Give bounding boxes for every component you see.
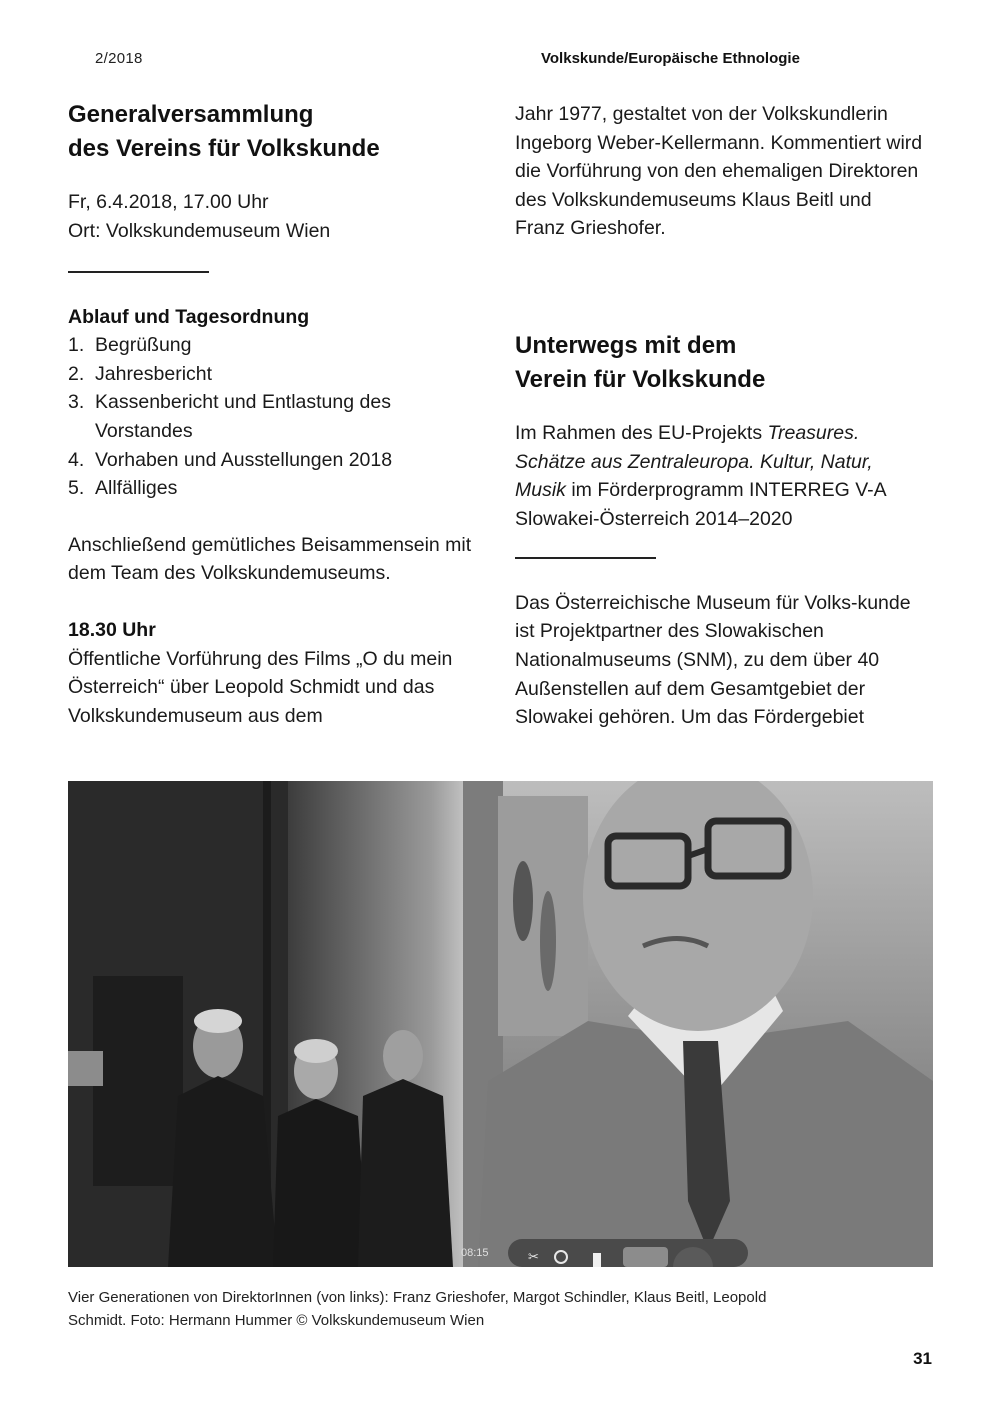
left-column xyxy=(68,98,488,730)
screening-time: 18.30 Uhr xyxy=(68,619,156,642)
agenda-item-text: Vorhaben und Ausstellungen 2018 xyxy=(95,448,393,471)
agenda-item xyxy=(68,446,488,475)
journal-title: Volkskunde/Europäische Ethnologie xyxy=(541,50,800,67)
photo-caption: Vier Generationen von DirektorInnen (von links): Franz Grieshofer, Margot Schindler, Klaus Beitl, Leopold Schmidt. Foto: Hermann Hummer © Volkskundemuseum Wien xyxy=(68,1289,767,1329)
article1-title-line2: des Vereins für Volkskunde xyxy=(68,135,380,162)
screening-text: Öffentliche Vorführung des Films „O du mein Österreich“ über Leopold Schmidt und das Volkskundemuseum aus dem xyxy=(68,647,453,727)
agenda-item-text: Jahresbericht xyxy=(95,362,213,385)
agenda-item-text: Begrüßung xyxy=(95,334,192,357)
agenda-item xyxy=(68,360,488,389)
article2-title-line1: Unterwegs mit dem xyxy=(515,331,737,359)
agenda-item-number: 4. xyxy=(68,448,85,471)
agenda-item-number: 5. xyxy=(68,477,85,500)
article2-title xyxy=(515,329,935,397)
agenda-item-text: Kassenbericht und Entlastung des Vorstandes xyxy=(95,391,391,443)
video-timestamp: 08:15 xyxy=(461,1247,489,1259)
event-date: Fr, 6.4.2018, 17.00 Uhr xyxy=(68,191,269,213)
project-title-italic: Treasures. Schätze aus Zentraleuropa. Kultur, Natur, Musik xyxy=(515,421,873,502)
agenda-heading: Ablauf und Tagesordnung xyxy=(68,305,310,328)
intro-suffix: im Förderprogramm INTERREG V-A Slowakei-Österreich 2014–2020 xyxy=(515,479,886,530)
agenda-item-number: 1. xyxy=(68,334,85,357)
article2-intro xyxy=(515,419,915,533)
afterwards-text: Anschließend gemütliches Beisammensein mit dem Team des Volkskundemuseums. xyxy=(68,533,472,585)
article2-title-line2: Verein für Volkskunde xyxy=(515,365,766,393)
photo xyxy=(68,781,933,1267)
screening-text-continued: Jahr 1977, gestaltet von der Volkskundlerin Ingeborg Weber-Kellermann. Kommentiert wird die Vorführung von den ehemaligen Direktoren des Volkskundemuseums Klaus Beitl und Franz Grieshofer. xyxy=(515,103,923,240)
intro-prefix: Im Rahmen des EU-Projekts xyxy=(515,421,768,444)
right-column xyxy=(515,100,935,732)
page-number: 31 xyxy=(913,1349,932,1368)
agenda-item xyxy=(68,388,488,445)
issue-number: 2/2018 xyxy=(95,50,143,67)
article1-title xyxy=(68,98,488,166)
event-location: Ort: Volkskundemuseum Wien xyxy=(68,219,331,242)
agenda-item-number: 3. xyxy=(68,391,85,414)
agenda-item-text: Allfälliges xyxy=(95,477,178,500)
agenda-item xyxy=(68,331,488,360)
photo-illustration xyxy=(68,781,933,1267)
stop-icon xyxy=(593,1253,601,1267)
agenda-item-number: 2. xyxy=(68,362,85,385)
article1-title-line1: Generalversammlung xyxy=(68,101,314,128)
agenda-list xyxy=(68,331,488,503)
article2-body: Das Österreichische Museum für Volks-kunde ist Projektpartner des Slowakischen Nationalmuseums (SNM), zu dem über 40 Außenstellen auf dem Gesamtgebiet der Slowakei gehören. Um das Fördergebiet xyxy=(515,591,911,729)
scissors-icon: ✂ xyxy=(528,1250,539,1265)
agenda-item xyxy=(68,474,488,503)
